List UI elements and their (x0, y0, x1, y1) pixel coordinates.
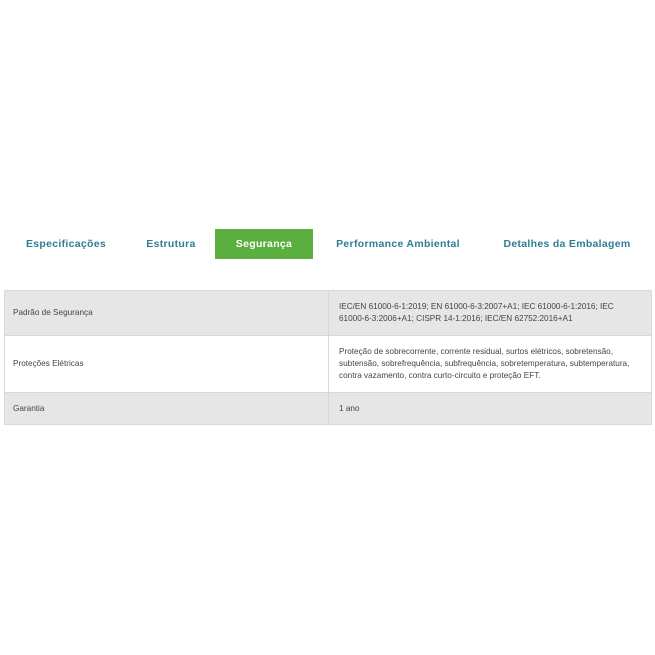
table-row (5, 393, 652, 425)
table-row (5, 336, 652, 393)
tab-especificacoes[interactable]: Especificações (25, 238, 107, 250)
tab-estrutura[interactable]: Estrutura (146, 238, 196, 250)
row-label-garantia: Garantia (5, 393, 329, 425)
tab-bar (0, 229, 655, 259)
row-label-padrao-de-seguranca: Padrão de Segurança (5, 291, 329, 336)
row-value-garantia: 1 ano (329, 393, 652, 425)
row-value-protecoes-eletricas: Proteção de sobrecorrente, corrente residual, surtos elétricos, sobretensão, subtensão, sobrefrequência, subfrequência, sobretemperatura, subtemperatura, contra vazamento, contra curto-circuito e proteção EFT. (329, 336, 652, 393)
spec-table (4, 290, 652, 425)
tab-performance-ambiental[interactable]: Performance Ambiental (336, 238, 460, 250)
row-value-padrao-de-seguranca: IEC/EN 61000-6-1:2019; EN 61000-6-3:2007+A1; IEC 61000-6-1:2016; IEC 61000-6-3:2006+A1; CISPR 14-1:2016; IEC/EN 62752:2016+A1 (329, 291, 652, 336)
row-label-protecoes-eletricas: Proteções Elétricas (5, 336, 329, 393)
table-row (5, 291, 652, 336)
tab-detalhes-da-embalagem[interactable]: Detalhes da Embalagem (503, 238, 631, 250)
tab-seguranca[interactable]: Segurança (215, 229, 313, 259)
